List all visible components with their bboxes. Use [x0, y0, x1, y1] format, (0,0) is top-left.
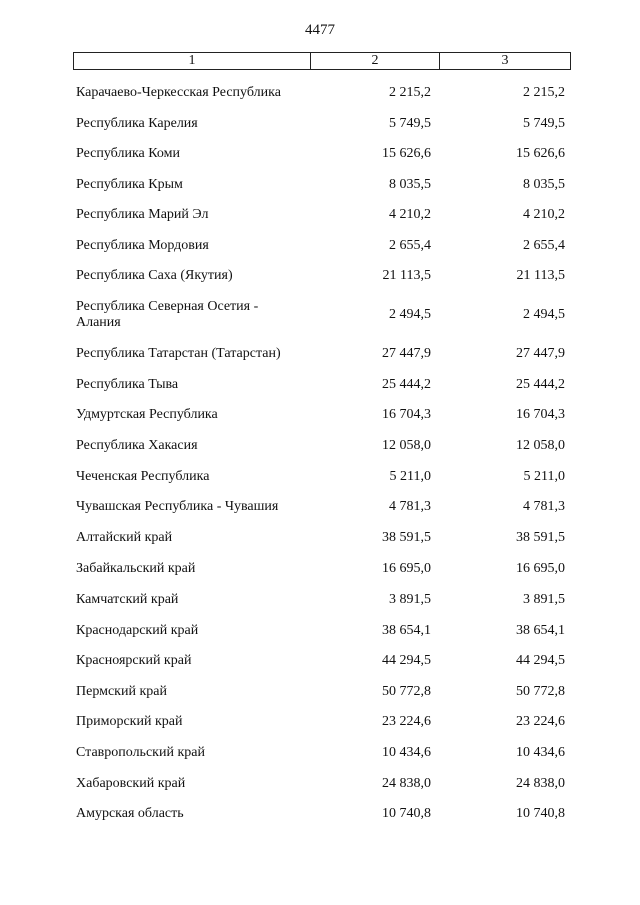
value-col-2: 10 434,6	[382, 745, 431, 760]
value-col-3: 23 224,6	[516, 714, 565, 729]
value-col-3: 2 494,5	[523, 307, 565, 322]
value-col-2: 15 626,6	[382, 146, 431, 161]
value-col-2: 23 224,6	[382, 714, 431, 729]
value-col-2: 2 655,4	[389, 238, 431, 253]
region-name: Амурская область	[76, 806, 184, 821]
value-col-3: 12 058,0	[516, 438, 565, 453]
value-col-2: 27 447,9	[382, 346, 431, 361]
region-name: Республика Мордовия	[76, 238, 209, 253]
region-name: Удмуртская Республика	[76, 407, 218, 422]
region-name: Республика Хакасия	[76, 438, 198, 453]
value-col-3: 5 211,0	[523, 469, 565, 484]
region-name: Республика Крым	[76, 177, 183, 192]
region-name: Хабаровский край	[76, 776, 186, 791]
value-col-2: 38 591,5	[382, 530, 431, 545]
region-name: Республика Саха (Якутия)	[76, 268, 233, 283]
value-col-3: 15 626,6	[516, 146, 565, 161]
value-col-2: 2 494,5	[389, 307, 431, 322]
region-name: Республика Тыва	[76, 377, 179, 392]
region-name: Ставропольский край	[76, 745, 205, 760]
region-name: Республика Марий Эл	[76, 207, 209, 222]
value-col-2: 38 654,1	[382, 623, 431, 638]
value-col-3: 21 113,5	[516, 268, 565, 283]
value-col-3: 10 434,6	[516, 745, 565, 760]
value-col-2: 25 444,2	[382, 377, 431, 392]
value-col-3: 16 704,3	[516, 407, 565, 422]
value-col-3: 2 655,4	[523, 238, 565, 253]
region-name: Республика Коми	[76, 146, 180, 161]
value-col-3: 16 695,0	[516, 561, 565, 576]
value-col-2: 2 215,2	[389, 85, 431, 100]
region-name: Алтайский край	[76, 530, 173, 545]
value-col-3: 50 772,8	[516, 684, 565, 699]
region-name: Краснодарский край	[76, 623, 199, 638]
value-col-2: 5 749,5	[389, 116, 431, 131]
region-name: Республика Карелия	[76, 116, 198, 131]
value-col-3: 24 838,0	[516, 776, 565, 791]
region-name: Камчатский край	[76, 592, 179, 607]
region-name: Приморский край	[76, 714, 183, 729]
header-col-3: 3	[501, 53, 509, 68]
value-col-3: 3 891,5	[523, 592, 565, 607]
value-col-3: 44 294,5	[516, 653, 565, 668]
value-col-2: 24 838,0	[382, 776, 431, 791]
value-col-3: 5 749,5	[523, 116, 565, 131]
value-col-3: 27 447,9	[516, 346, 565, 361]
region-name: Республика Северная Осетия - Алания	[76, 299, 259, 330]
value-col-3: 2 215,2	[523, 85, 565, 100]
region-name: Пермский край	[76, 684, 167, 699]
value-col-2: 16 704,3	[382, 407, 431, 422]
value-col-2: 4 210,2	[389, 207, 431, 222]
value-col-3: 38 654,1	[516, 623, 565, 638]
region-name: Забайкальский край	[76, 561, 196, 576]
value-col-3: 38 591,5	[516, 530, 565, 545]
value-col-2: 3 891,5	[389, 592, 431, 607]
region-name: Чеченская Республика	[76, 469, 210, 484]
value-col-2: 21 113,5	[382, 268, 431, 283]
page-number: 4477	[305, 22, 335, 38]
region-name: Красноярский край	[76, 653, 192, 668]
region-name: Республика Татарстан (Татарстан)	[76, 346, 281, 361]
table-header	[73, 52, 571, 70]
value-col-2: 10 740,8	[382, 806, 431, 821]
header-col-1: 1	[74, 53, 311, 69]
value-col-2: 4 781,3	[389, 499, 431, 514]
value-col-2: 5 211,0	[389, 469, 431, 484]
header-col-2: 2	[311, 53, 440, 69]
region-name: Чувашская Республика - Чувашия	[76, 499, 279, 514]
value-col-3: 4 210,2	[523, 207, 565, 222]
value-col-2: 44 294,5	[382, 653, 431, 668]
value-col-2: 8 035,5	[389, 177, 431, 192]
value-col-3: 25 444,2	[516, 377, 565, 392]
value-col-3: 8 035,5	[523, 177, 565, 192]
value-col-2: 12 058,0	[382, 438, 431, 453]
value-col-2: 50 772,8	[382, 684, 431, 699]
value-col-3: 10 740,8	[516, 806, 565, 821]
value-col-2: 16 695,0	[382, 561, 431, 576]
region-name: Карачаево-Черкесская Республика	[76, 85, 281, 100]
value-col-3: 4 781,3	[523, 499, 565, 514]
